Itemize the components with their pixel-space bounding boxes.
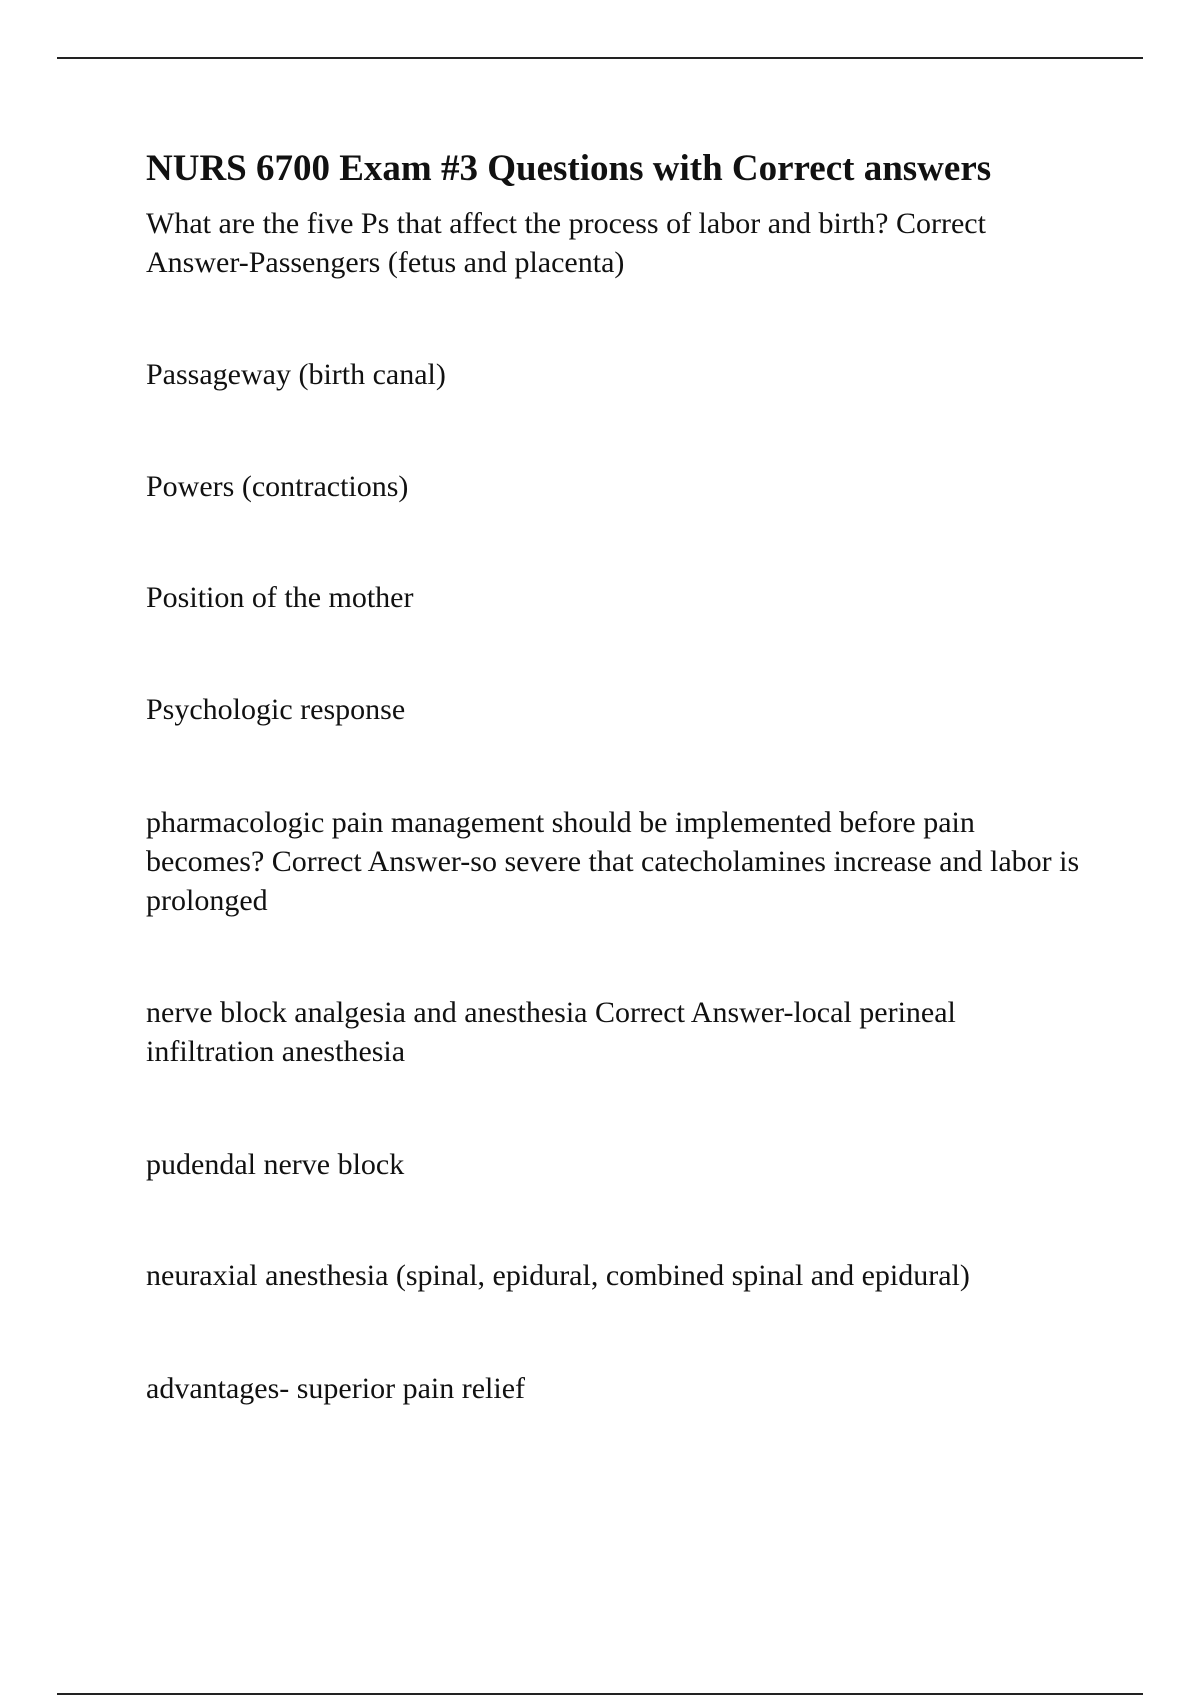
document-body: [146, 140, 1086, 1408]
answer-line-neuraxial: neuraxial anesthesia (spinal, epidural, combined spinal and epidural): [146, 1259, 970, 1292]
answer-line-psychologic: Psychologic response: [146, 693, 406, 726]
answer-line-passageway: Passageway (birth canal): [146, 358, 446, 391]
document-title: NURS 6700 Exam #3 Questions with Correct answers: [146, 148, 992, 189]
answer-line-position: Position of the mother: [146, 581, 414, 614]
question-1-text: What are the five Ps that affect the process of labor and birth? Correct Answer-Passengers (fetus and placenta): [146, 207, 986, 279]
bottom-divider: [57, 1693, 1143, 1695]
top-divider: [57, 57, 1143, 59]
question-3-text: nerve block analgesia and anesthesia Correct Answer-local perineal infiltration anesthesia: [146, 996, 956, 1068]
answer-line-powers: Powers (contractions): [146, 470, 409, 503]
answer-line-pudendal: pudendal nerve block: [146, 1148, 405, 1181]
question-2-text: pharmacologic pain management should be implemented before pain becomes? Correct Answer-so severe that catecholamines increase and labor is prolonged: [146, 806, 1080, 917]
answer-line-advantages: advantages- superior pain relief: [146, 1372, 525, 1405]
